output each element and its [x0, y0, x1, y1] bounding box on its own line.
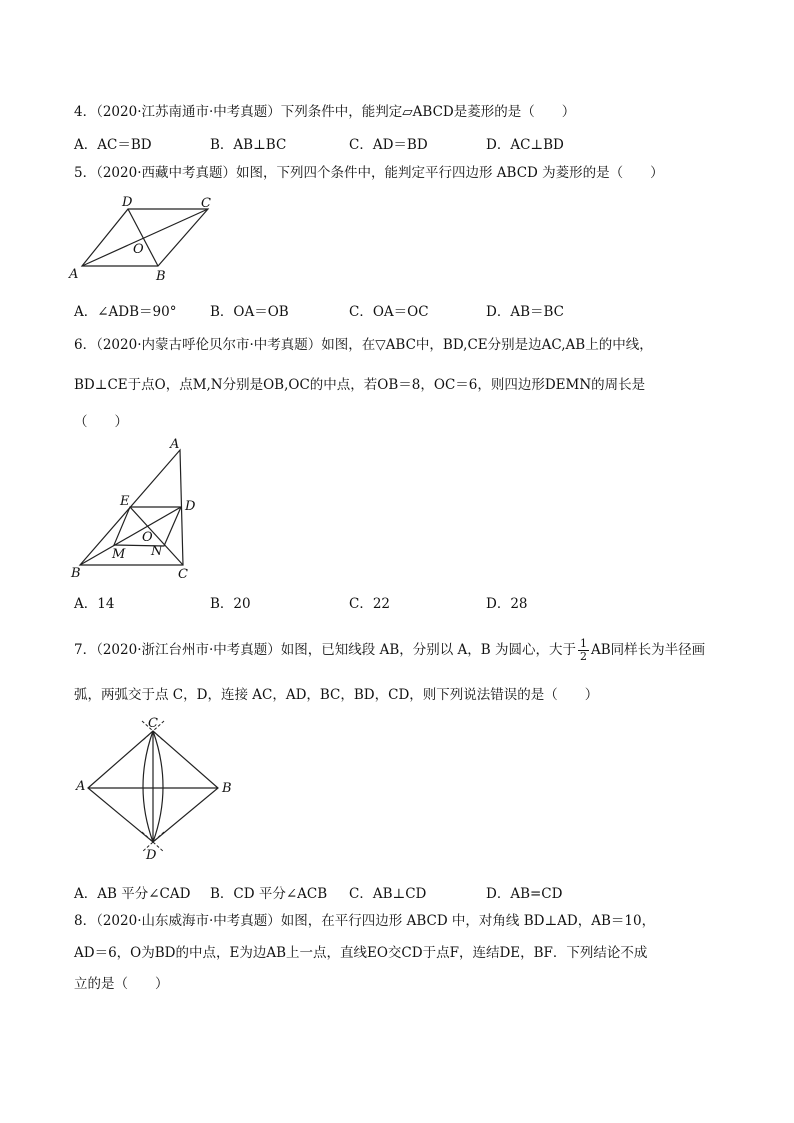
- q8-stem-line1: 8．（2020·山东威海市·中考真题）如图，在平行四边形 ABCD 中，对角线 BD⊥AD，AB＝10，: [74, 913, 656, 929]
- label-c: C: [201, 196, 211, 211]
- label-c: C: [148, 716, 158, 731]
- q5-figure: [66, 192, 226, 287]
- parallelogram-diagram: [66, 192, 226, 287]
- q7-stem-line2: 弧，两弧交于点 C，D，连接 AC，AD，BC，BD，CD，则下列说法错误的是（ ）: [74, 687, 599, 703]
- label-b: B: [71, 566, 81, 581]
- diagonal-bd: [128, 209, 158, 266]
- q8-stem-line3: 立的是（ ）: [74, 976, 169, 992]
- fraction-numerator: 1: [580, 637, 587, 650]
- label-b: B: [222, 781, 232, 796]
- fraction-denominator: 2: [580, 650, 587, 663]
- q4-stem: 4．（2020·江苏南通市·中考真题）下列条件中，能判定▱ABCD是菱形的是（ ）: [74, 104, 576, 120]
- q7-option-c: C．AB⊥CD: [349, 886, 427, 902]
- label-o: O: [133, 242, 144, 257]
- q7-option-b: B．CD 平分∠ACB: [210, 886, 328, 902]
- q5-option-a: A．∠ADB＝90°: [74, 304, 177, 320]
- q4-option-c: C．AD＝BD: [349, 137, 428, 153]
- q6-stem-line3: （ ）: [74, 414, 128, 430]
- diagonal-ac: [82, 209, 208, 266]
- q7-stem-part-a: 7．（2020·浙江台州市·中考真题）如图，已知线段 AB，分别以 A，B 为圆心，大于: [74, 642, 576, 658]
- q7-stem-part-b: AB同样长为半径画: [591, 642, 706, 658]
- q6-option-d: D．28: [486, 596, 528, 612]
- q6-stem-line1: 6．（2020·内蒙古呼伦贝尔市·中考真题）如图，在▽ABC中，BD,CE分别是边AC,AB上的中线，: [74, 337, 653, 353]
- q4-option-d: D．AC⊥BD: [486, 137, 564, 153]
- label-m: M: [112, 547, 126, 562]
- q6-option-b: B．20: [210, 596, 251, 612]
- q6-figure: [68, 434, 218, 584]
- q5-stem: 5．（2020·西藏中考真题）如图，下列四个条件中，能判定平行四边形 ABCD 为菱形的是（ ）: [74, 165, 664, 181]
- median-bd: [80, 507, 181, 565]
- label-d: D: [122, 195, 133, 210]
- label-a: A: [69, 267, 79, 282]
- label-a: A: [76, 779, 86, 794]
- label-c: C: [178, 567, 188, 582]
- label-d: D: [185, 499, 196, 514]
- label-d: D: [146, 848, 157, 863]
- label-o: O: [142, 530, 153, 545]
- label-b: B: [156, 269, 166, 284]
- q5-option-d: D．AB＝BC: [486, 304, 564, 320]
- q5-option-b: B．OA＝OB: [210, 304, 289, 320]
- label-a: A: [170, 437, 180, 452]
- q6-stem-line2: BD⊥CE于点O，点M,N分别是OB,OC的中点，若OB＝8，OC＝6，则四边形DEMN的周长是: [74, 377, 646, 393]
- q7-option-d: D．AB=CD: [486, 886, 563, 902]
- q4-option-b: B．AB⊥BC: [210, 137, 287, 153]
- q7-figure: [70, 712, 240, 867]
- q8-stem-line2: AD＝6，O为BD的中点，E为边AB上一点，直线EO交CD于点F，连结DE，BF．下列结论不成: [74, 945, 648, 961]
- arc-right: [153, 731, 163, 842]
- one-half-fraction: [578, 638, 589, 663]
- q7-option-a: A．AB 平分∠CAD: [74, 886, 191, 902]
- label-n: N: [151, 544, 163, 559]
- rhombus-construction-diagram: [70, 712, 240, 867]
- q6-option-a: A．14: [74, 596, 115, 612]
- arc-left: [143, 731, 153, 842]
- label-e: E: [120, 494, 130, 509]
- q6-option-c: C．22: [349, 596, 391, 612]
- q7-stem-line1: [74, 638, 705, 663]
- q5-option-c: C．OA＝OC: [349, 304, 429, 320]
- q4-option-a: A．AC＝BD: [74, 137, 152, 153]
- triangle-diagram: [68, 434, 218, 584]
